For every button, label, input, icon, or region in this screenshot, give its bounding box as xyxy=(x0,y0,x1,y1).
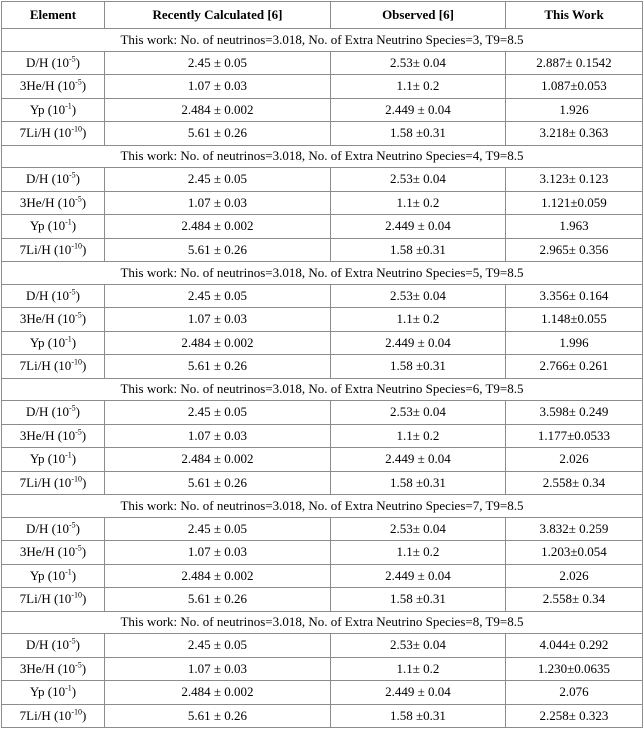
table-row xyxy=(2,401,643,425)
element-exponent: -5 xyxy=(75,543,82,553)
element-label: 3He/H (10 xyxy=(19,78,76,94)
table-row xyxy=(2,541,643,565)
observed-cell: 2.53± 0.04 xyxy=(331,51,506,75)
table-row xyxy=(2,308,643,332)
element-cell xyxy=(2,122,105,146)
table-row xyxy=(2,331,643,355)
this-work-cell: 4.044± 0.292 xyxy=(506,634,643,658)
element-cell xyxy=(2,517,105,541)
table-row xyxy=(2,355,643,379)
element-label: 7Li/H (10 xyxy=(19,125,72,141)
observed-cell: 1.1± 0.2 xyxy=(331,191,506,215)
recently-calculated-cell: 1.07 ± 0.03 xyxy=(105,308,331,332)
element-exponent: -1 xyxy=(65,101,72,111)
element-label-close: ) xyxy=(75,637,80,653)
recently-calculated-cell: 5.61 ± 0.26 xyxy=(105,704,331,728)
recently-calculated-cell: 2.45 ± 0.05 xyxy=(105,51,331,75)
recently-calculated-cell: 2.484 ± 0.002 xyxy=(105,331,331,355)
element-label-close: ) xyxy=(81,311,87,327)
group-header-row xyxy=(2,29,643,52)
element-label: D/H (10 xyxy=(26,404,69,420)
element-label: Yp (10 xyxy=(29,218,66,234)
this-work-cell: 3.598± 0.249 xyxy=(506,401,643,425)
group-title: This work: No. of neutrinos=3.018, No. of Extra Neutrino Species=3, T9=8.5 xyxy=(2,29,643,52)
recently-calculated-cell: 2.484 ± 0.002 xyxy=(105,448,331,472)
header-recently-calculated: Recently Calculated [6] xyxy=(105,2,331,29)
element-label-close: ) xyxy=(81,125,87,141)
element-cell xyxy=(2,564,105,588)
element-exponent: -1 xyxy=(65,567,72,577)
element-label-close: ) xyxy=(71,567,77,583)
element-cell xyxy=(2,471,105,495)
element-cell xyxy=(2,75,105,99)
element-label-close: ) xyxy=(81,474,87,490)
element-label: D/H (10 xyxy=(26,171,69,187)
this-work-cell: 2.766± 0.261 xyxy=(506,355,643,379)
table-row xyxy=(2,634,643,658)
element-cell xyxy=(2,308,105,332)
recently-calculated-cell: 2.484 ± 0.002 xyxy=(105,681,331,705)
recently-calculated-cell: 1.07 ± 0.03 xyxy=(105,191,331,215)
this-work-cell: 3.356± 0.164 xyxy=(506,284,643,308)
element-cell xyxy=(2,355,105,379)
recently-calculated-cell: 2.45 ± 0.05 xyxy=(105,517,331,541)
observed-cell: 1.58 ±0.31 xyxy=(331,588,506,612)
group-header-row xyxy=(2,378,643,401)
observed-cell: 1.58 ±0.31 xyxy=(331,238,506,262)
element-exponent: -1 xyxy=(65,217,72,227)
element-exponent: -1 xyxy=(65,683,72,693)
recently-calculated-cell: 5.61 ± 0.26 xyxy=(105,355,331,379)
this-work-cell: 1.203±0.054 xyxy=(506,541,643,565)
observed-cell: 2.53± 0.04 xyxy=(331,517,506,541)
this-work-cell: 1.177±0.0533 xyxy=(506,424,643,448)
table-row xyxy=(2,238,643,262)
recently-calculated-cell: 2.45 ± 0.05 xyxy=(105,401,331,425)
element-label-close: ) xyxy=(81,241,87,257)
table-row xyxy=(2,424,643,448)
observed-cell: 1.58 ±0.31 xyxy=(331,355,506,379)
element-label: 3He/H (10 xyxy=(19,660,76,676)
element-label: Yp (10 xyxy=(29,567,66,583)
element-label: Yp (10 xyxy=(29,451,66,467)
observed-cell: 2.53± 0.04 xyxy=(331,401,506,425)
table-row xyxy=(2,98,643,122)
element-label-close: ) xyxy=(75,54,80,70)
element-label: 7Li/H (10 xyxy=(19,591,72,607)
element-exponent: -1 xyxy=(65,450,72,460)
element-cell xyxy=(2,424,105,448)
table-row xyxy=(2,704,643,728)
table-row xyxy=(2,75,643,99)
element-exponent: -10 xyxy=(71,474,82,484)
element-label: D/H (10 xyxy=(26,520,69,536)
element-exponent: -5 xyxy=(68,170,76,180)
element-exponent: -5 xyxy=(68,54,76,64)
element-cell xyxy=(2,215,105,239)
element-label-close: ) xyxy=(81,358,87,374)
group-title: This work: No. of neutrinos=3.018, No. of Extra Neutrino Species=8, T9=8.5 xyxy=(2,611,643,634)
table-body xyxy=(2,29,643,728)
element-label-close: ) xyxy=(81,591,87,607)
group-header-row xyxy=(2,145,643,168)
element-label-close: ) xyxy=(75,287,80,303)
table-row xyxy=(2,122,643,146)
element-label-close: ) xyxy=(81,194,87,210)
group-title: This work: No. of neutrinos=3.018, No. of Extra Neutrino Species=5, T9=8.5 xyxy=(2,262,643,285)
header-row xyxy=(2,2,643,29)
group-header-row xyxy=(2,495,643,518)
element-cell xyxy=(2,284,105,308)
element-exponent: -10 xyxy=(71,707,82,717)
recently-calculated-cell: 5.61 ± 0.26 xyxy=(105,471,331,495)
group-title: This work: No. of neutrinos=3.018, No. of Extra Neutrino Species=6, T9=8.5 xyxy=(2,378,643,401)
recently-calculated-cell: 5.61 ± 0.26 xyxy=(105,588,331,612)
this-work-cell: 2.558± 0.34 xyxy=(506,471,643,495)
table-row xyxy=(2,284,643,308)
this-work-cell: 1.087±0.053 xyxy=(506,75,643,99)
recently-calculated-cell: 2.484 ± 0.002 xyxy=(105,564,331,588)
this-work-cell: 2.558± 0.34 xyxy=(506,588,643,612)
table-row xyxy=(2,657,643,681)
this-work-cell: 3.832± 0.259 xyxy=(506,517,643,541)
element-label: 7Li/H (10 xyxy=(19,241,72,257)
element-exponent: -5 xyxy=(75,194,82,204)
group-header-row xyxy=(2,611,643,634)
recently-calculated-cell: 5.61 ± 0.26 xyxy=(105,122,331,146)
element-label: D/H (10 xyxy=(26,54,69,70)
element-exponent: -5 xyxy=(68,636,76,646)
element-label-close: ) xyxy=(71,334,77,350)
this-work-cell: 3.218± 0.363 xyxy=(506,122,643,146)
observed-cell: 2.449 ± 0.04 xyxy=(331,215,506,239)
element-exponent: -5 xyxy=(75,77,82,87)
element-label: Yp (10 xyxy=(29,684,66,700)
observed-cell: 1.58 ±0.31 xyxy=(331,122,506,146)
observed-cell: 2.53± 0.04 xyxy=(331,168,506,192)
element-exponent: -1 xyxy=(65,334,72,344)
element-exponent: -5 xyxy=(75,427,82,437)
table-header xyxy=(2,2,643,29)
element-label-close: ) xyxy=(81,78,87,94)
element-label: 3He/H (10 xyxy=(19,544,76,560)
group-header-row xyxy=(2,262,643,285)
recently-calculated-cell: 1.07 ± 0.03 xyxy=(105,75,331,99)
element-exponent: -10 xyxy=(71,357,82,367)
this-work-cell: 1.230±0.0635 xyxy=(506,657,643,681)
element-label: 7Li/H (10 xyxy=(19,474,72,490)
group-title: This work: No. of neutrinos=3.018, No. of Extra Neutrino Species=4, T9=8.5 xyxy=(2,145,643,168)
table-row xyxy=(2,191,643,215)
element-cell xyxy=(2,448,105,472)
this-work-cell: 2.887± 0.1542 xyxy=(506,51,643,75)
table-row xyxy=(2,564,643,588)
recently-calculated-cell: 1.07 ± 0.03 xyxy=(105,424,331,448)
header-this-work: This Work xyxy=(506,2,643,29)
this-work-cell: 3.123± 0.123 xyxy=(506,168,643,192)
element-label: 3He/H (10 xyxy=(19,311,76,327)
element-label-close: ) xyxy=(81,427,87,443)
element-label-close: ) xyxy=(71,451,77,467)
observed-cell: 1.58 ±0.31 xyxy=(331,471,506,495)
observed-cell: 1.58 ±0.31 xyxy=(331,704,506,728)
table-row xyxy=(2,51,643,75)
observed-cell: 2.449 ± 0.04 xyxy=(331,98,506,122)
this-work-cell: 1.148±0.055 xyxy=(506,308,643,332)
element-exponent: -5 xyxy=(75,660,82,670)
element-exponent: -5 xyxy=(68,520,76,530)
element-exponent: -10 xyxy=(71,590,82,600)
table-row xyxy=(2,448,643,472)
element-cell xyxy=(2,401,105,425)
observed-cell: 2.449 ± 0.04 xyxy=(331,448,506,472)
this-work-cell: 2.076 xyxy=(506,681,643,705)
element-label-close: ) xyxy=(81,707,87,723)
element-label: 3He/H (10 xyxy=(19,427,76,443)
table-row xyxy=(2,517,643,541)
element-label-close: ) xyxy=(75,404,80,420)
element-exponent: -5 xyxy=(68,287,76,297)
observed-cell: 1.1± 0.2 xyxy=(331,308,506,332)
element-cell xyxy=(2,238,105,262)
observed-cell: 2.449 ± 0.04 xyxy=(331,564,506,588)
element-label-close: ) xyxy=(81,660,87,676)
element-exponent: -10 xyxy=(71,124,82,134)
element-label-close: ) xyxy=(75,520,80,536)
recently-calculated-cell: 2.45 ± 0.05 xyxy=(105,168,331,192)
group-title: This work: No. of neutrinos=3.018, No. of Extra Neutrino Species=7, T9=8.5 xyxy=(2,495,643,518)
element-exponent: -10 xyxy=(71,241,82,251)
recently-calculated-cell: 2.484 ± 0.002 xyxy=(105,98,331,122)
element-cell xyxy=(2,541,105,565)
element-cell xyxy=(2,657,105,681)
table-row xyxy=(2,588,643,612)
element-label-close: ) xyxy=(75,171,80,187)
table-row xyxy=(2,215,643,239)
element-exponent: -5 xyxy=(68,403,76,413)
element-cell xyxy=(2,98,105,122)
table-row xyxy=(2,471,643,495)
observed-cell: 1.1± 0.2 xyxy=(331,75,506,99)
table-row xyxy=(2,168,643,192)
this-work-cell: 1.963 xyxy=(506,215,643,239)
recently-calculated-cell: 2.45 ± 0.05 xyxy=(105,634,331,658)
element-label: Yp (10 xyxy=(29,101,66,117)
element-label-close: ) xyxy=(71,218,77,234)
observed-cell: 1.1± 0.2 xyxy=(331,541,506,565)
observed-cell: 1.1± 0.2 xyxy=(331,424,506,448)
this-work-cell: 2.026 xyxy=(506,564,643,588)
header-observed: Observed [6] xyxy=(331,2,506,29)
element-label-close: ) xyxy=(71,101,77,117)
recently-calculated-cell: 1.07 ± 0.03 xyxy=(105,541,331,565)
element-cell xyxy=(2,331,105,355)
element-exponent: -5 xyxy=(75,310,82,320)
element-label: 3He/H (10 xyxy=(19,194,76,210)
header-element: Element xyxy=(2,2,105,29)
element-cell xyxy=(2,191,105,215)
recently-calculated-cell: 1.07 ± 0.03 xyxy=(105,657,331,681)
element-label: 7Li/H (10 xyxy=(19,707,72,723)
element-cell xyxy=(2,168,105,192)
element-label-close: ) xyxy=(71,684,77,700)
this-work-cell: 2.026 xyxy=(506,448,643,472)
this-work-cell: 1.996 xyxy=(506,331,643,355)
element-cell xyxy=(2,51,105,75)
this-work-cell: 2.258± 0.323 xyxy=(506,704,643,728)
observed-cell: 2.449 ± 0.04 xyxy=(331,331,506,355)
recently-calculated-cell: 5.61 ± 0.26 xyxy=(105,238,331,262)
element-label: Yp (10 xyxy=(29,334,66,350)
element-cell xyxy=(2,681,105,705)
recently-calculated-cell: 2.45 ± 0.05 xyxy=(105,284,331,308)
element-label: 7Li/H (10 xyxy=(19,358,72,374)
results-table xyxy=(1,1,643,728)
table-row xyxy=(2,681,643,705)
observed-cell: 2.53± 0.04 xyxy=(331,634,506,658)
element-label: D/H (10 xyxy=(26,287,69,303)
element-cell xyxy=(2,634,105,658)
observed-cell: 2.53± 0.04 xyxy=(331,284,506,308)
element-cell xyxy=(2,704,105,728)
element-label: D/H (10 xyxy=(26,637,69,653)
this-work-cell: 1.121±0.059 xyxy=(506,191,643,215)
this-work-cell: 2.965± 0.356 xyxy=(506,238,643,262)
element-label-close: ) xyxy=(81,544,87,560)
recently-calculated-cell: 2.484 ± 0.002 xyxy=(105,215,331,239)
this-work-cell: 1.926 xyxy=(506,98,643,122)
element-cell xyxy=(2,588,105,612)
observed-cell: 2.449 ± 0.04 xyxy=(331,681,506,705)
observed-cell: 1.1± 0.2 xyxy=(331,657,506,681)
